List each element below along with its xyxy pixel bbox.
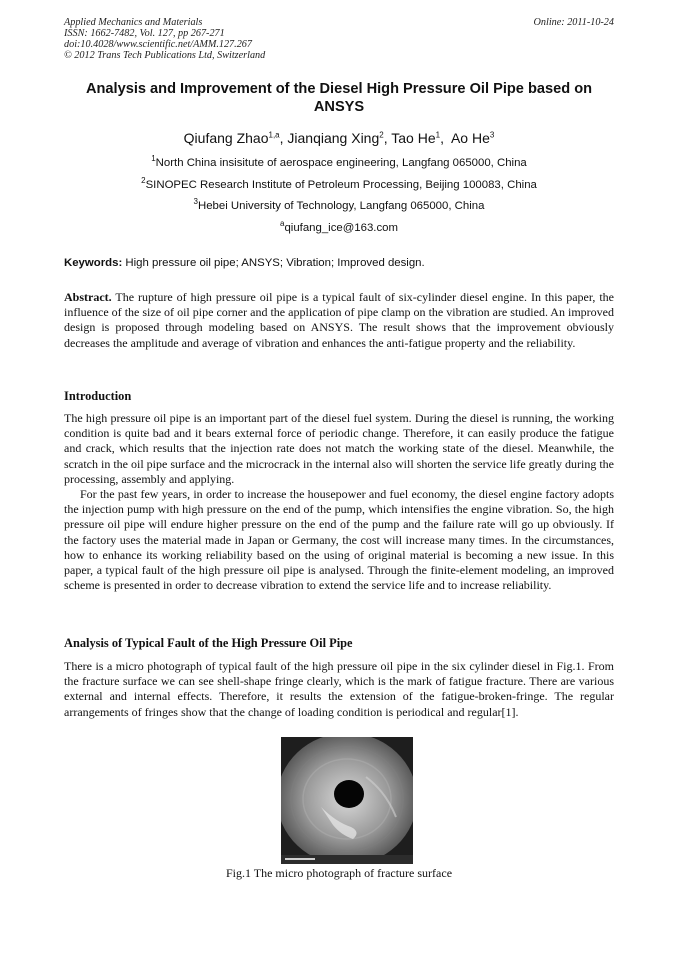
author-name: Tao He (391, 130, 436, 146)
author-name: Jianqiang Xing (287, 130, 380, 146)
analysis-body (64, 659, 614, 720)
copyright-line: © 2012 Trans Tech Publications Ltd, Switzerland (64, 50, 266, 61)
title-line-2: ANSYS (313, 99, 365, 115)
author-sup: 1,a (268, 130, 280, 140)
email-text: qiufang_ice@163.com (284, 222, 398, 234)
paragraph: The high pressure oil pipe is an important part of the diesel fuel system. During the diesel is running, the working condition is quite bad and it bears external force of periodic change. Therefore, it can easily produce the fatigue and crack, which results that the injection rate does not match the working state of the diesel. Meanwhile, the scratch in the oil pipe surface and the microcrack in the internal also will shorten the service life greatly during the processing, assembly and applying. (64, 411, 614, 486)
keywords-label: Keywords: (64, 257, 123, 269)
paper-title (64, 80, 614, 116)
introduction-heading: Introduction (64, 389, 132, 403)
affiliation-text: SINOPEC Research Institute of Petroleum Processing, Beijing 100083, China (145, 179, 537, 191)
keywords-text: High pressure oil pipe; ANSYS; Vibration; Improved design. (122, 257, 425, 269)
author-name: Ao He (450, 130, 490, 146)
analysis-heading: Analysis of Typical Fault of the High Pressure Oil Pipe (64, 636, 353, 650)
affiliation-sup: 3 (193, 197, 198, 207)
fracture-photo (281, 737, 413, 864)
online-date: Online: 2011-10-24 (533, 17, 614, 28)
title-line-1: Analysis and Improvement of the Diesel High Pressure Oil Pipe based on (85, 81, 593, 97)
introduction-body (64, 411, 614, 593)
author-sup: 3 (489, 130, 495, 140)
issn-line: ISSN: 1662-7482, Vol. 127, pp 267-271 (64, 28, 225, 39)
doi-line: doi:10.4028/www.scientific.net/AMM.127.267 (64, 39, 252, 50)
affiliation-sup: a (280, 219, 285, 229)
abstract-label: Abstract. (64, 290, 112, 304)
affiliation (64, 199, 614, 213)
keywords (64, 256, 624, 270)
affiliation-sup: 2 (141, 176, 146, 186)
author-sup: 2 (379, 130, 384, 140)
paragraph: For the past few years, in order to increase the housepower and fuel economy, the diesel engine factory adopts the injection pump with high pressure on the end of the pump, which intensifies the engine vibration. So, the high pressure oil pipe will endure higher pressure on the end of the pump and the failure rate will go up obviously. If the factory uses the material made in Japan or Germany, the cost will increase many times. In the circumstances, how to enhance its working reliability based on the using of original material is becoming a new issue. In this paper, a typical fault of the high pressure oil pipe is analysed. Through the finite-element modeling, an improved scheme is presented in order to decrease vibration to extend the service life and to increase reliability. (64, 487, 614, 593)
figure-caption: Fig.1 The micro photograph of fracture surface (225, 866, 453, 880)
journal-name: Applied Mechanics and Materials (64, 17, 203, 28)
affiliation-text: Hebei University of Technology, Langfang 065000, China (198, 200, 485, 212)
journal-header (64, 17, 614, 61)
abstract (64, 290, 614, 351)
fracture-photo-image (281, 737, 413, 864)
email (64, 221, 614, 235)
affiliation-sup: 1 (151, 154, 156, 164)
paragraph: There is a micro photograph of typical fault of the high pressure oil pipe in the six cylinder diesel in Fig.1. From the fracture surface we can see shell-shape fringe clearly, which is the mark of fatigue fracture. There are various external and internal effects. Therefore, it results the extension of the fatigue-broken-fringe. The regular arrangements of fringes show that the change of loading condition is periodical and regular[1]. (64, 659, 614, 719)
affiliation (64, 178, 614, 192)
author-list: Qiufang Zhao$^{1,a}$, Jianqiang Xing$^2$, Tao He$^1$, Ao He$^3$ (183, 130, 495, 146)
affiliation-text: North China insisitute of aerospace engineering, Langfang 065000, China (155, 157, 527, 169)
author-sup: 1 (435, 130, 441, 140)
abstract-text: The rupture of high pressure oil pipe is a typical fault of six-cylinder diesel engine. In this paper, the influence of the size of oil pipe corner and the application of pipe clamp on the vibration are studied. An improved design is proposed through modeling based on ANSYS. The result shows that the improvement obviously decreases the amplitude and average of vibration and enhances the anti-fatigue property and the reliability. (64, 290, 614, 350)
affiliation (64, 156, 614, 170)
author-name: Qiufang Zhao (183, 130, 269, 146)
